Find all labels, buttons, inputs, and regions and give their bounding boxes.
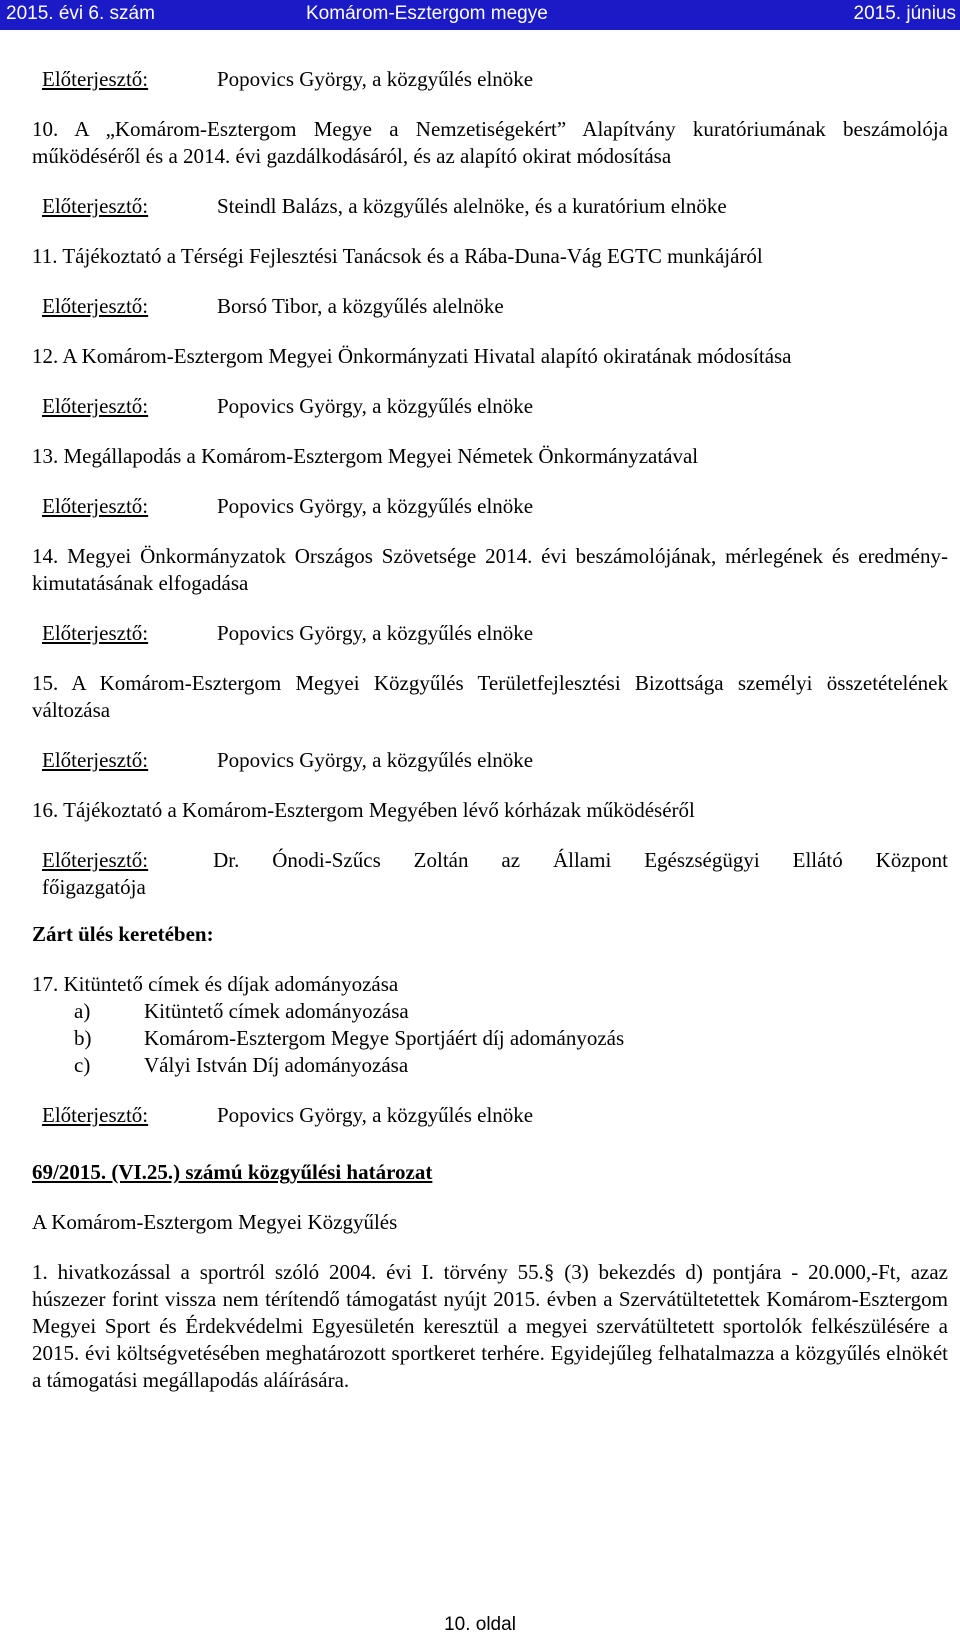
- presenter-line: [42, 193, 948, 220]
- presenter-line: [42, 493, 948, 520]
- presenter-label: Előterjesztő:: [42, 748, 149, 772]
- presenter-label: Előterjesztő:: [42, 621, 149, 645]
- presenter-name: Popovics György, a közgyűlés elnöke: [217, 494, 534, 518]
- presenter-line: [42, 620, 948, 647]
- presenter-name: Borsó Tibor, a közgyűlés alelnöke: [217, 294, 504, 318]
- agenda-item-14: 14. Megyei Önkormányzatok Országos Szövetsége 2014. évi beszámolójának, mérlegének és eredmény-kimutatásának elfogadása: [32, 544, 948, 595]
- agenda-item-12: 12. A Komárom-Esztergom Megyei Önkormányzati Hivatal alapító okiratának módosítása: [32, 344, 792, 368]
- presenter-name: Popovics György, a közgyűlés elnöke: [217, 748, 534, 772]
- resolution-text: 1. hivatkozással a sportról szóló 2004. évi I. törvény 55.§ (3) bekezdés d) pontjára - 20.000,-Ft, azaz húszezer forint vissza nem térítendő támogatást nyújt 2015. évben a Szervátültetettek Komárom-Esztergom Megyei Sport és Érdekvédelmi Egyesületén keresztül a megyei szervátültetett sportolók felkészülésére a 2015. évi költségvetésében meghatározott sportkeret terhére. Egyidejűleg felhatalmazza a közgyűlés elnökét a támogatási megállapodás aláírására.: [32, 1260, 948, 1392]
- presenter-label: Előterjesztő:: [42, 394, 149, 418]
- presenter-name: Dr. Ónodi-Szűcs Zoltán az Állami Egészségügyi Ellátó Központ főigazgatója: [42, 848, 949, 899]
- presenter-label: Előterjesztő:: [42, 294, 149, 318]
- page-header: [0, 0, 960, 30]
- sub-item-letter: a): [74, 999, 91, 1023]
- presenter-label: Előterjesztő:: [42, 494, 149, 518]
- presenter-line: [42, 293, 948, 320]
- presenter-label: Előterjesztő:: [42, 67, 149, 91]
- sub-item-text: Komárom-Esztergom Megye Sportjáért díj adományozás: [144, 1026, 625, 1050]
- presenter-label: Előterjesztő:: [42, 194, 149, 218]
- header-county: Komárom-Esztergom megye: [306, 3, 548, 24]
- presenter-line: [42, 1102, 948, 1129]
- list-item: [74, 1025, 948, 1052]
- list-item: [74, 1052, 948, 1079]
- sub-item-letter: c): [74, 1053, 91, 1077]
- presenter-line: [42, 747, 948, 774]
- header-issue: 2015. évi 6. szám: [6, 3, 155, 24]
- sub-item-text: Vályi István Díj adományozása: [144, 1053, 409, 1077]
- closed-session-title: Zárt ülés keretében:: [32, 922, 214, 946]
- sub-item-list: [32, 998, 948, 1079]
- presenter-name: Steindl Balázs, a közgyűlés alelnöke, és a kuratórium elnöke: [217, 194, 727, 218]
- resolution-assembly: A Komárom-Esztergom Megyei Közgyűlés: [32, 1210, 398, 1234]
- agenda-item-13: 13. Megállapodás a Komárom-Esztergom Megyei Németek Önkormányzatával: [32, 444, 699, 468]
- presenter-line: [42, 66, 948, 93]
- resolution-title: 69/2015. (VI.25.) számú közgyűlési határozat: [32, 1160, 433, 1184]
- page-number: 10. oldal: [444, 1614, 516, 1635]
- presenter-line: [42, 393, 948, 420]
- presenter-label: Előterjesztő:: [42, 848, 149, 872]
- presenter-name: Popovics György, a közgyűlés elnöke: [217, 394, 534, 418]
- sub-item-text: Kitüntető címek adományozása: [144, 999, 409, 1023]
- sub-item-letter: b): [74, 1026, 92, 1050]
- presenter-line: [42, 847, 948, 901]
- presenter-name: Popovics György, a közgyűlés elnöke: [217, 1103, 534, 1127]
- agenda-item-15: 15. A Komárom-Esztergom Megyei Közgyűlés Területfejlesztési Bizottsága személyi összetételének változása: [32, 671, 948, 722]
- agenda-item-17: 17. Kitüntető címek és díjak adományozása: [32, 972, 399, 996]
- presenter-name: Popovics György, a közgyűlés elnöke: [217, 621, 534, 645]
- list-item: [74, 998, 948, 1025]
- presenter-label: Előterjesztő:: [42, 1103, 149, 1127]
- agenda-item-10: 10. A „Komárom-Esztergom Megye a Nemzetiségekért” Alapítvány kuratóriumának beszámolója működéséről és a 2014. évi gazdálkodásáról, és az alapító okirat módosítása: [32, 117, 948, 168]
- header-date: 2015. június: [853, 3, 956, 24]
- document-body: [32, 60, 948, 1394]
- presenter-name: Popovics György, a közgyűlés elnöke: [217, 67, 534, 91]
- agenda-item-16: 16. Tájékoztató a Komárom-Esztergom Megyében lévő kórházak működéséről: [32, 798, 695, 822]
- agenda-item-11: 11. Tájékoztató a Térségi Fejlesztési Tanácsok és a Rába-Duna-Vág EGTC munkájáról: [32, 244, 763, 268]
